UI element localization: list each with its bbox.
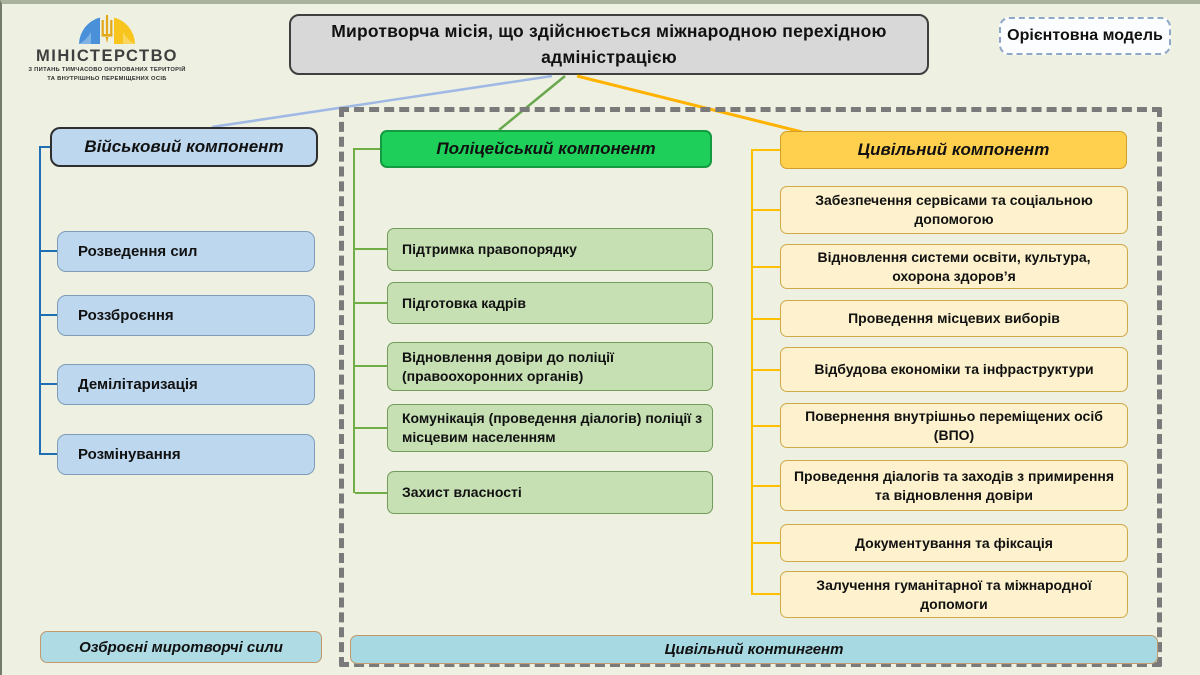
military-trunk-line xyxy=(39,146,41,455)
civilian-item: Документування та фіксація xyxy=(780,524,1128,562)
police-item: Захист власності xyxy=(387,471,713,514)
civilian-header-stub xyxy=(753,149,780,151)
civilian-stub xyxy=(753,318,780,320)
civilian-item: Проведення діалогів та заходів з примирення та відновлення довіри xyxy=(780,460,1128,511)
military-stub xyxy=(41,453,57,455)
civilian-header: Цивільний компонент xyxy=(780,131,1127,169)
military-item: Роззброєння xyxy=(57,295,315,336)
military-header-stub xyxy=(41,146,50,148)
police-item: Комунікація (проведення діалогів) поліції з місцевим населенням xyxy=(387,404,713,452)
civilian-stub xyxy=(753,593,780,595)
military-item: Розмінування xyxy=(57,434,315,475)
military-item: Розведення сил xyxy=(57,231,315,272)
civilian-item: Відновлення системи освіти, культура, охорона здоров’я xyxy=(780,244,1128,289)
civilian-stub xyxy=(753,209,780,211)
police-header: Поліцейський компонент xyxy=(380,130,712,168)
ministry-name: МІНІСТЕРСТВО xyxy=(36,47,178,65)
military-item: Демілітаризація xyxy=(57,364,315,405)
police-stub xyxy=(355,492,387,494)
civilian-stub xyxy=(753,266,780,268)
police-stub xyxy=(355,302,387,304)
ministry-subline-2: ТА ВНУТРІШНЬО ПЕРЕМІЩЕНИХ ОСІБ xyxy=(47,75,167,82)
military-header: Військовий компонент xyxy=(50,127,318,167)
civilian-stub xyxy=(753,485,780,487)
model-badge: Орієнтовна модель xyxy=(999,17,1171,55)
civilian-item: Забезпечення сервісами та соціальною допомогою xyxy=(780,186,1128,234)
civilian-item: Повернення внутрішньо переміщених осіб (ВПО) xyxy=(780,403,1128,448)
civilian-stub xyxy=(753,542,780,544)
civilian-item: Відбудова економіки та інфраструктури xyxy=(780,347,1128,392)
armed-peacekeeping-forces-label: Озброєні миротворчі сили xyxy=(40,631,322,663)
police-item: Підтримка правопорядку xyxy=(387,228,713,271)
ministry-subline-1: З ПИТАНЬ ТИМЧАСОВО ОКУПОВАНИХ ТЕРИТОРІЙ xyxy=(28,67,186,73)
police-stub xyxy=(355,427,387,429)
police-item: Підготовка кадрів xyxy=(387,282,713,324)
police-header-stub xyxy=(355,148,380,150)
police-stub xyxy=(355,365,387,367)
civilian-trunk-line xyxy=(751,149,753,595)
civilian-contingent-label: Цивільний контингент xyxy=(350,635,1158,664)
civilian-stub xyxy=(753,369,780,371)
police-stub xyxy=(355,248,387,250)
civilian-item: Проведення місцевих виборів xyxy=(780,300,1128,337)
police-trunk-line xyxy=(353,148,355,493)
civilian-stub xyxy=(753,425,780,427)
military-stub xyxy=(41,383,57,385)
main-title: Миротворча місія, що здійснюється міжнародною перехідною адміністрацією xyxy=(289,14,929,75)
military-stub xyxy=(41,314,57,316)
civilian-item: Залучення гуманітарної та міжнародної допомоги xyxy=(780,571,1128,618)
police-item: Відновлення довіри до поліції (правоохоронних органів) xyxy=(387,342,713,391)
military-stub xyxy=(41,250,57,252)
